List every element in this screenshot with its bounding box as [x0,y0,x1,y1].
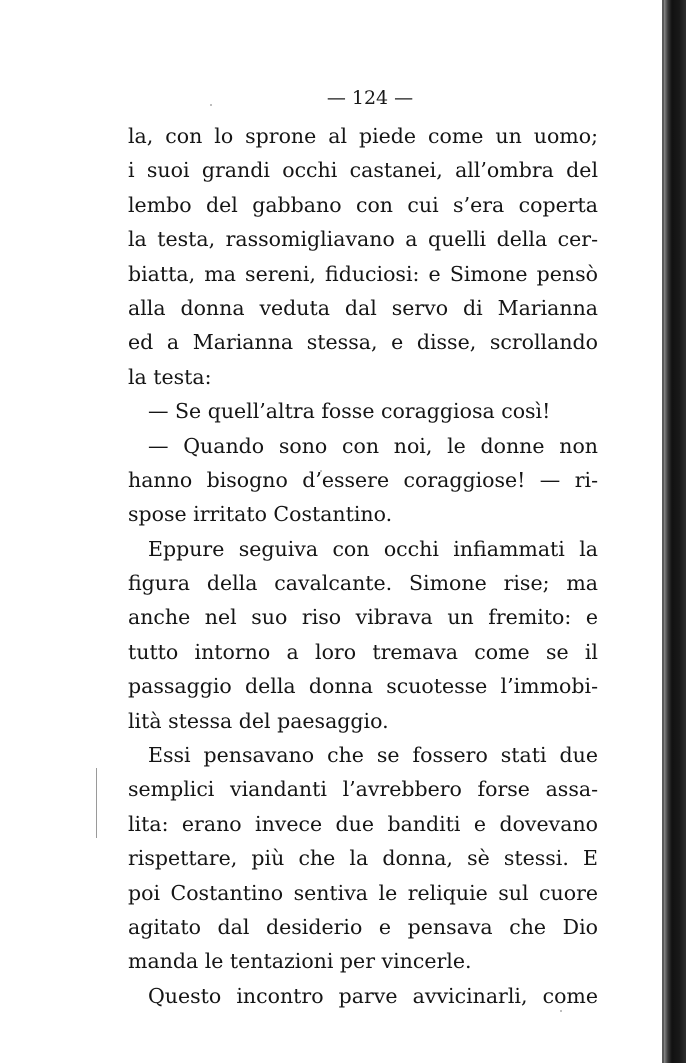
dialogue-line: — Se quell’altra fosse coraggiosa così! [148,399,551,424]
dialogue-line: — Quando sono con noi, le donne non [148,433,598,458]
text-line: agitato dal desiderio e pensava che Dio [128,914,598,939]
text-line: passaggio della donna scuotesse l’immobi- [128,674,598,699]
text-line: hanno bisogno d’essere coraggiose! — ri- [128,467,598,492]
text-line: la testa: [128,364,212,389]
page-body-text [128,119,598,1013]
text-line: poi Costantino sentiva le reliquie sul cuore [128,880,598,905]
paragraph-first-line: Questo incontro parve avvicinarli, come [148,983,598,1008]
text-line: lita: erano invece due banditi e dovevano [128,811,598,836]
paragraph-first-line: Essi pensavano che se fossero stati due [148,743,598,768]
book-spine-shadow [664,0,686,1063]
text-line: anche nel suo riso vibrava un fremito: e [128,605,598,630]
text-line: semplici viandanti l’avrebbero forse assa- [128,777,598,802]
text-line: spose irritato Costantino. [128,502,393,527]
text-line: tutto intorno a loro tremava come se il [128,639,598,664]
text-line: rispettare, più che la donna, sè stessi. E [128,846,598,871]
text-line: lembo del gabbano con cui s’era coperta [128,192,598,217]
text-line: lità stessa del paesaggio. [128,708,389,733]
text-line: biatta, ma sereni, fiduciosi: e Simone pensò [128,261,598,286]
text-line: ed a Marianna stessa, e disse, scrollando [128,330,598,355]
text-line: la testa, rassomigliavano a quelli della cer- [128,227,598,252]
paragraph-first-line: Eppure seguiva con occhi infiammati la [148,536,598,561]
text-line: la, con lo sprone al piede come un uomo; [128,124,598,148]
page-number: — 124 — [326,87,414,109]
text-line: alla donna veduta dal servo di Marianna [128,295,598,320]
text-line: manda le tentazioni per vincerle. [128,949,472,974]
margin-mark [96,768,97,838]
text-line: i suoi grandi occhi castanei, all’ombra del [128,158,598,183]
text-line: figura della cavalcante. Simone rise; ma [128,571,598,596]
